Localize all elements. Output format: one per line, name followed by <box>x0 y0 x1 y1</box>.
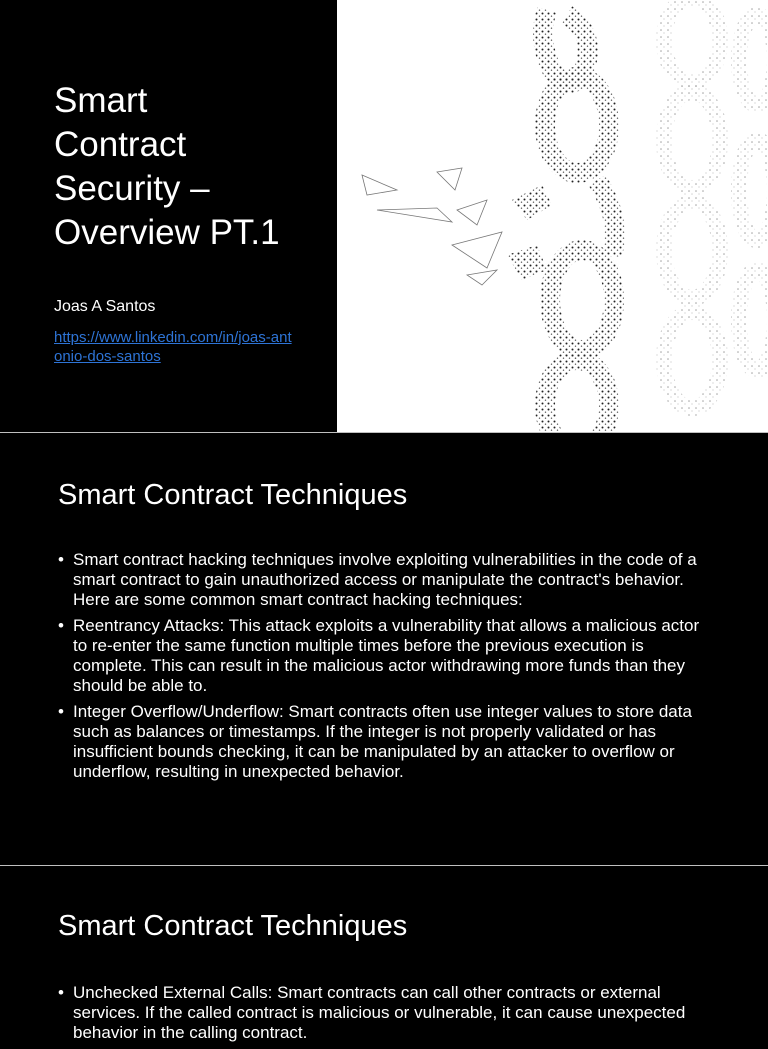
bullet-list <box>58 983 708 1049</box>
broken-chain-image <box>337 0 768 432</box>
slide-title: Smart Contract Techniques <box>58 479 408 511</box>
author-name: Joas A Santos <box>54 298 156 315</box>
bullet-item: • Integer Overflow/Underflow: Smart contracts often use integer values to store data such as balances or timestamps. If the integer is not properly validated or has insufficient bounds checking, it can be manipulated by an attacker to overflow or underflow, resulting in unexpected behavior. <box>58 702 708 782</box>
slide-title: Smart Contract Techniques <box>58 910 408 942</box>
slide-2 <box>0 433 768 865</box>
slide-1 <box>0 0 768 432</box>
bullet-item: • Unchecked External Calls: Smart contracts can call other contracts or external services. If the called contract is malicious or vulnerable, it can cause unexpected behavior in the calling contract. <box>58 983 708 1043</box>
slide-title: Smart Contract Security – Overview PT.1 <box>54 81 280 252</box>
linkedin-link[interactable]: https://www.linkedin.com/in/joas-antonio-dos-santos <box>54 329 292 365</box>
bullet-list <box>58 550 708 788</box>
title-panel <box>0 0 337 432</box>
slide-3 <box>0 866 768 1042</box>
broken-chain-icon <box>337 0 768 432</box>
bullet-item: • Reentrancy Attacks: This attack exploits a vulnerability that allows a malicious actor to re-enter the same function multiple times before the previous execution is complete. This can result in the malicious actor withdrawing more funds than they should be able to. <box>58 616 708 696</box>
bullet-item: • Smart contract hacking techniques involve exploiting vulnerabilities in the code of a smart contract to gain unauthorized access or manipulate the contract's behavior. Here are some common smart contract hacking techniques: <box>58 550 708 610</box>
